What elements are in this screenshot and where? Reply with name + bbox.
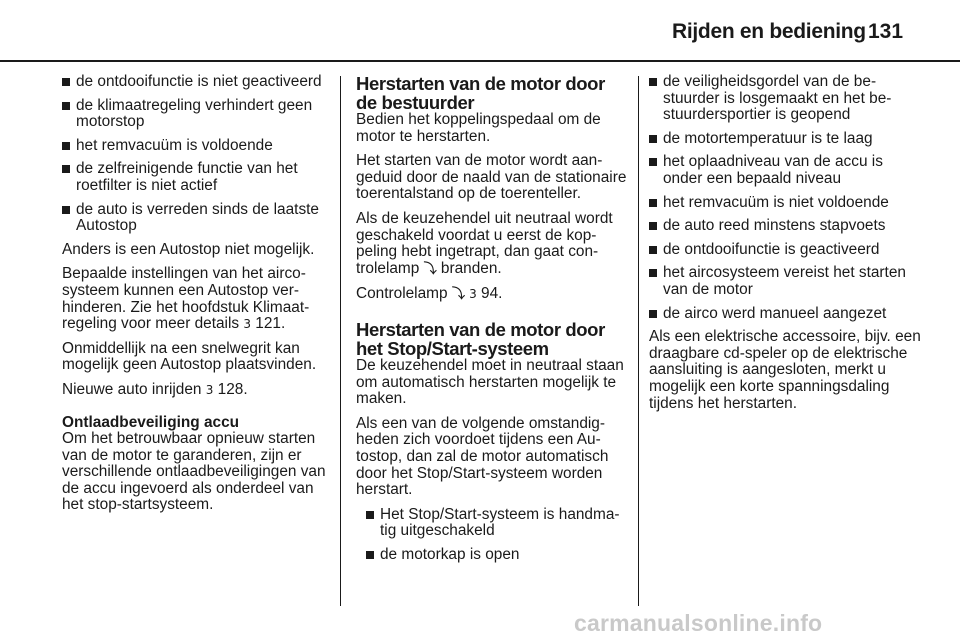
paragraph: Als een van de volgende omstandigheden zich voordoet tijdens een Autostop, dan zal de motor automatisch door het Stop/Start-systeem worden herstart. [356,414,609,499]
header-rule [0,60,960,62]
list-item: de ontdooifunctie is geactiveerd [649,242,924,259]
page-reference-link[interactable]: 128. [217,380,248,398]
list-item: de airco werd manueel aangezet [649,306,924,323]
list-item: het remvacuüm is niet voldoende [649,195,924,212]
paragraph-warning-lamp [356,211,628,278]
watermark: carmanualsonline.info [574,610,823,636]
paragraph: Onmiddellijk na een snelwegrit kan mogelijk geen Autostop plaatsvinden. [62,339,317,374]
list-item: de veiligheidsgordel van de bestuurder is losgemaakt en het bestuurdersportier is geopend [649,74,924,124]
list-item: het oplaadniveau van de accu is onder een bepaald niveau [649,154,924,187]
list-item: de auto is verreden sinds de laatste Autostop [62,202,328,235]
column-divider-right [638,76,639,606]
paragraph: Om het betrouwbaar opnieuw starten van de motor te garanderen, zijn er verschillende ontlaadbeveiligingen van de accu ingevoerd als onderdeel van het stop-startsysteem. [62,430,326,514]
bullet-list-restart-conditions-cont [649,74,924,322]
list-item: de klimaatregeling verhindert geen motorstop [62,98,328,131]
bullet-list-conditions [62,74,328,235]
paragraph-text: Als de keuzehendel uit neutraal wordt geschakeld voordat u eerst de koppeling hebt ingetrapt, dan gaat controlelamp [356,209,613,277]
list-item: de auto reed minstens stapvoets [649,218,924,235]
subheading-battery: Ontlaadbeveiliging accu [62,413,240,431]
list-item: Het Stop/Start-systeem is handmatig uitgeschakeld [366,507,628,540]
column-2 [356,74,628,570]
paragraph-text: Nieuwe auto inrijden [62,380,202,398]
paragraph-text: branden. [440,259,502,277]
control-lamp-icon: ⤵ [451,287,465,303]
paragraph: Als een elektrische accessoire, bijv. een draagbare cd-speler op de elektrische aansluiting is aangesloten, merkt u mogelijk een korte spanningsdaling tijdens het herstarten. [649,328,921,412]
column-divider-left [340,76,341,606]
paragraph: De keuzehendel moet in neutraal staan om automatisch herstarten mogelijk te maken. [356,356,624,408]
page-reference-link[interactable]: 121. [255,315,286,333]
page-reference-icon: 3 [205,382,214,397]
paragraph-control-lamp [356,286,628,304]
page-reference-link[interactable]: 94. [481,285,503,303]
section-heading-auto-restart: Herstarten van de motor door het Stop/Start-systeem [356,318,605,359]
page-reference-icon: 3 [469,287,477,302]
paragraph: Anders is een Autostop niet mogelijk. [62,240,315,258]
paragraph-running-in [62,382,328,399]
header-title: Rijden en bediening [672,20,866,43]
list-item: de zelfreinigende functie van het roetfilter is niet actief [62,161,328,194]
paragraph-climate [62,266,328,332]
paragraph: Het starten van de motor wordt aangeduid door de naald van de stationaire toerentalstand op de toerenteller. [356,152,627,203]
section-heading-driver-restart: Herstarten van de motor door de bestuurder [356,73,605,113]
list-item: het remvacuüm is voldoende [62,138,328,155]
paragraph-text: Controlelamp [356,285,448,303]
page-reference-icon: 3 [243,317,252,332]
list-item: de motorkap is open [366,547,628,564]
paragraph-text: Bepaalde instellingen van het aircosysteem kunnen een Autostop verhinderen. Zie het hoofdstuk Klimaatregeling voor meer details [62,265,310,333]
page-header [0,0,960,60]
paragraph: Bedien het koppelingspedaal om de motor te herstarten. [356,111,601,145]
column-1 [62,74,328,522]
list-item: de ontdooifunctie is niet geactiveerd [62,74,328,91]
bullet-list-restart-conditions [356,507,628,564]
list-item: het aircosysteem vereist het starten van de motor [649,265,924,298]
list-item: de motortemperatuur is te laag [649,131,924,148]
column-3 [649,74,924,420]
page-number: 131 [868,20,904,43]
control-lamp-icon: ⤵ [423,261,437,277]
